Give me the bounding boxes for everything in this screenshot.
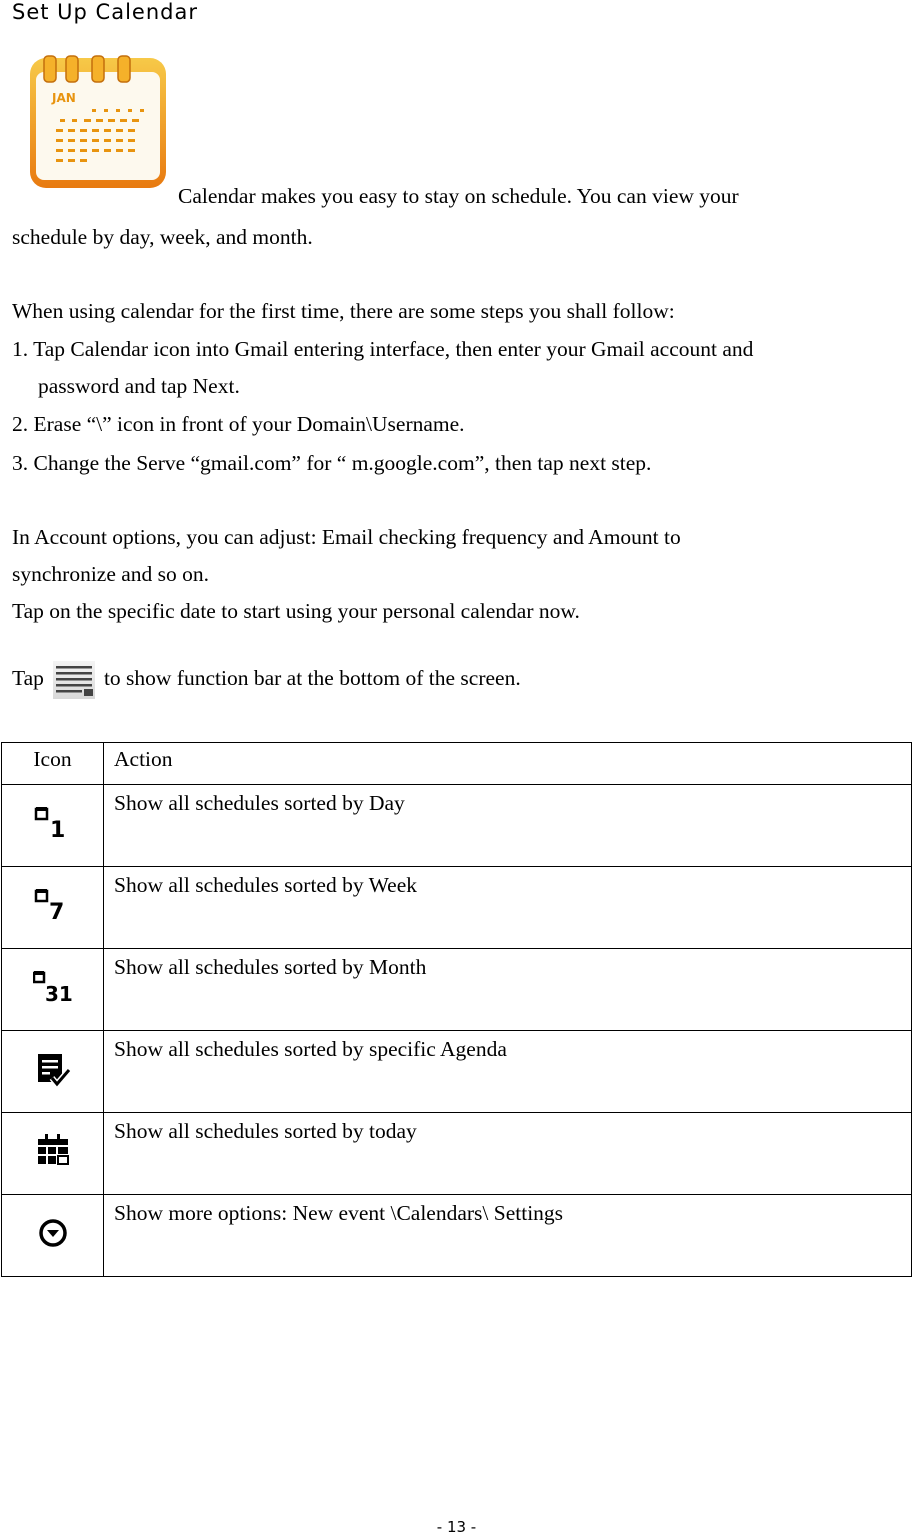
table-row <box>2 1113 912 1195</box>
table-row <box>2 1195 912 1277</box>
action-week: Show all schedules sorted by Week <box>104 867 912 949</box>
table-header-row <box>2 743 912 785</box>
header-action: Action <box>104 743 912 785</box>
intro-line-1: Calendar makes you easy to stay on schedule. You can view your <box>178 184 739 208</box>
action-agenda: Show all schedules sorted by specific Agenda <box>104 1031 912 1113</box>
steps-intro: When using calendar for the first time, there are some steps you shall follow: <box>12 299 675 323</box>
page-number: - 13 - <box>436 1518 477 1536</box>
calendar-app-icon <box>28 52 170 194</box>
action-month: Show all schedules sorted by Month <box>104 949 912 1031</box>
step-1-line-2: password and tap Next. <box>38 374 240 398</box>
tap-menu-line <box>12 660 521 700</box>
table-row <box>2 1031 912 1113</box>
tap-label: Tap <box>12 665 44 690</box>
agenda-icon <box>33 1049 73 1089</box>
day-view-glyph: 1 <box>49 817 65 843</box>
tap-description: to show function bar at the bottom of the screen. <box>103 665 521 690</box>
day-view-icon <box>33 803 73 843</box>
week-view-icon <box>33 885 73 925</box>
calendar-month-label: JAN <box>52 91 76 105</box>
table-row <box>2 949 912 1031</box>
month-view-icon <box>33 967 73 1007</box>
account-line-2: synchronize and so on. <box>12 562 210 586</box>
action-today: Show all schedules sorted by today <box>104 1113 912 1195</box>
icon-action-table <box>1 742 912 1277</box>
header-icon: Icon <box>2 743 104 785</box>
step-1-line-1: 1. Tap Calendar icon into Gmail entering interface, then enter your Gmail account and <box>12 337 754 361</box>
week-view-glyph: 7 <box>48 899 64 925</box>
table-row <box>2 785 912 867</box>
today-icon <box>33 1131 73 1171</box>
menu-icon <box>52 660 96 700</box>
section-heading: Set Up Calendar <box>12 0 198 24</box>
table-row <box>2 867 912 949</box>
month-view-glyph: 31 <box>44 981 73 1006</box>
step-3: 3. Change the Serve “gmail.com” for “ m.google.com”, then tap next step. <box>12 451 652 475</box>
action-more-options: Show more options: New event \Calendars\ Settings <box>104 1195 912 1277</box>
step-2: 2. Erase “\” icon in front of your Domain\Username. <box>12 412 465 436</box>
more-options-icon <box>33 1213 73 1253</box>
account-line-3: Tap on the specific date to start using your personal calendar now. <box>12 599 580 623</box>
action-day: Show all schedules sorted by Day <box>104 785 912 867</box>
account-line-1: In Account options, you can adjust: Email checking frequency and Amount to <box>12 525 681 549</box>
intro-line-2: schedule by day, week, and month. <box>12 225 313 249</box>
